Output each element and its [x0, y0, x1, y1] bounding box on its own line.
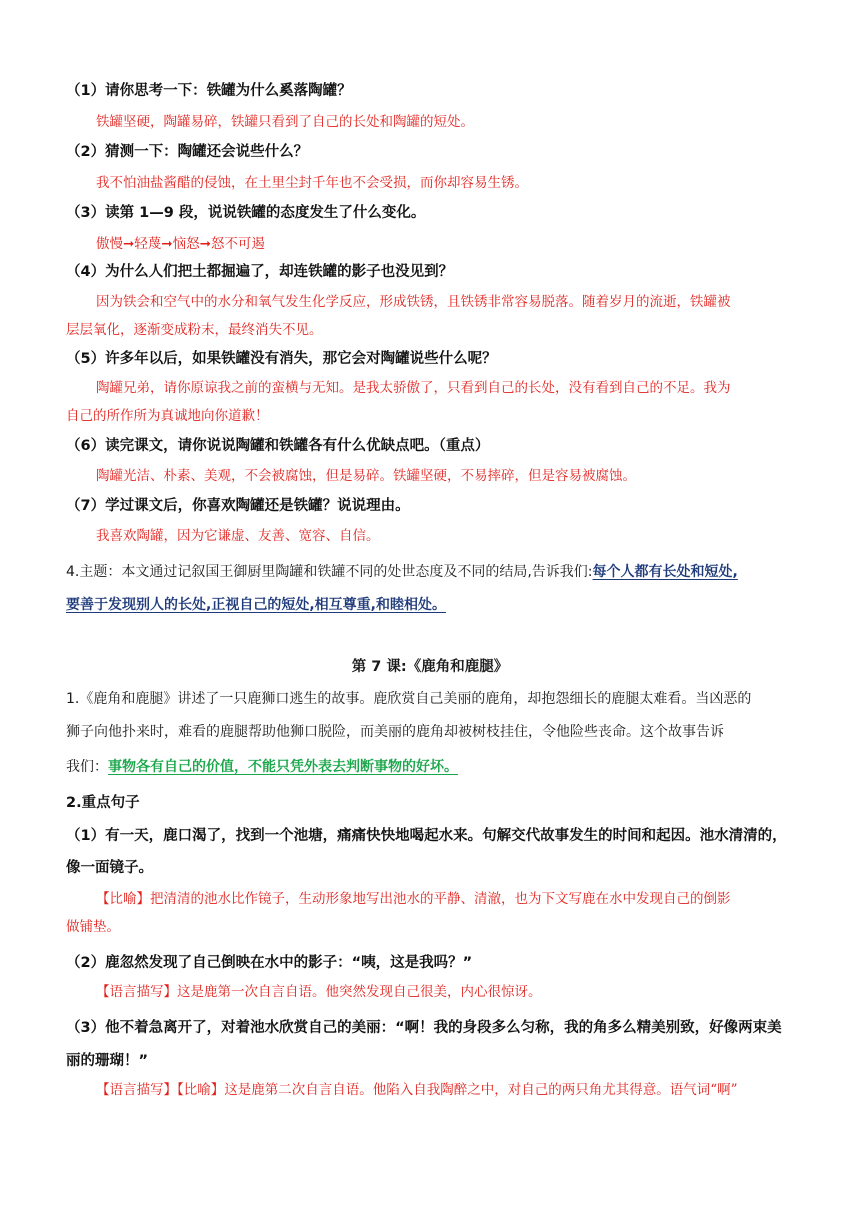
sentence-2-note: 【语言描写】这是鹿第一次自言自语。他突然发现自己很美，内心很惊讶。: [96, 984, 542, 1000]
answer-2: 我不怕油盐酱醋的侵蚀，在土里尘封千年也不会受损，而你却容易生锈。: [96, 175, 528, 191]
theme-line-2: [66, 594, 446, 614]
sentence-3-line-2: 丽的珊瑚！”: [66, 1053, 149, 1069]
theme-highlight-1: 每个人都有长处和短处,: [592, 564, 738, 580]
answer-3: 傲慢➞轻蔑➞恼怒➞怒不可遏: [96, 236, 265, 252]
lesson-7-title: 第 7 课:《鹿角和鹿腿》: [351, 659, 509, 675]
sentence-1-line-2: 像一面镜子。: [66, 860, 153, 876]
question-1: （1）请你思考一下：铁罐为什么奚落陶罐？: [66, 83, 352, 99]
answer-1: 铁罐坚硬，陶罐易碎，铁罐只看到了自己的长处和陶罐的短处。: [96, 114, 474, 130]
intro-highlight: 事物各有自己的价值，不能只凭外表去判断事物的好坏。: [108, 759, 458, 775]
question-3: （3）读第 1—9 段，说说铁罐的态度发生了什么变化。: [66, 205, 426, 221]
sentence-3-note: 【语言描写】【比喻】这是鹿第二次自言自语。他陷入自我陶醉之中，对自己的两只角尤其得意。语气词“啊”: [96, 1082, 738, 1098]
answer-5-line-2: 自己的所作所为真诚地向你道歉！: [66, 408, 269, 424]
answer-5-line-1: 陶罐兄弟，请你原谅我之前的蛮横与无知。是我太骄傲了，只看到自己的长处，没有看到自己的不足。我为: [96, 380, 731, 396]
question-6: （6）读完课文，请你说说陶罐和铁罐各有什么优缺点吧。（重点）: [66, 438, 490, 454]
sentence-1-note-line-2: 做铺垫。: [66, 919, 120, 935]
question-2: （2）猜测一下：陶罐还会说些什么？: [66, 144, 309, 160]
sentence-3-line-1: （3）他不着急离开了，对着池水欣赏自己的美丽：“啊！我的身段多么匀称，我的角多么精美别致，好像两束美: [66, 1020, 782, 1036]
answer-7: 我喜欢陶罐，因为它谦虚、友善、宽容、自信。: [96, 528, 380, 544]
intro-prefix: 我们：: [66, 759, 108, 775]
question-4: （4）为什么人们把土都掘遍了，却连铁罐的影子也没见到？: [66, 264, 454, 280]
lesson-intro-line-3: [66, 756, 458, 776]
key-sentences-heading: 2.重点句子: [66, 795, 140, 811]
lesson-intro-line-1: 1.《鹿角和鹿腿》讲述了一只鹿狮口逃生的故事。鹿欣赏自己美丽的鹿角，却抱怨细长的鹿腿太难看。当凶恶的: [66, 691, 752, 707]
sentence-1-line-1: （1）有一天，鹿口渴了，找到一个池塘，痛痛快快地喝起水来。句解交代故事发生的时间和起因。池水清清的，: [66, 828, 787, 844]
theme-line-1: [66, 561, 738, 581]
theme-prefix: 4.主题：本文通过记叙国王御厨里陶罐和铁罐不同的处世态度及不同的结局,告诉我们:: [66, 564, 593, 580]
lesson-intro-line-2: 狮子向他扑来时，难看的鹿腿帮助他狮口脱险，而美丽的鹿角却被树枝挂住，令他险些丧命。这个故事告诉: [66, 724, 724, 740]
question-7: （7）学过课文后，你喜欢陶罐还是铁罐？说说理由。: [66, 498, 410, 514]
question-5: （5）许多年以后，如果铁罐没有消失，那它会对陶罐说些什么呢？: [66, 351, 497, 367]
sentence-1-note-line-1: 【比喻】把清清的池水比作镜子，生动形象地写出池水的平静、清澈，也为下文写鹿在水中发现自己的倒影: [96, 891, 731, 907]
theme-highlight-2: 要善于发现别人的长处,正视自己的短处,相互尊重,和睦相处。: [66, 597, 446, 613]
answer-6: 陶罐光洁、朴素、美观，不会被腐蚀，但是易碎。铁罐坚硬，不易摔碎，但是容易被腐蚀。: [96, 468, 636, 484]
answer-4-line-2: 层层氧化，逐渐变成粉末，最终消失不见。: [66, 322, 323, 338]
sentence-2: （2）鹿忽然发现了自己倒映在水中的影子：“咦，这是我吗？”: [66, 955, 473, 971]
answer-4-line-1: 因为铁会和空气中的水分和氧气发生化学反应，形成铁锈，且铁锈非常容易脱落。随着岁月的流逝，铁罐被: [96, 294, 731, 310]
